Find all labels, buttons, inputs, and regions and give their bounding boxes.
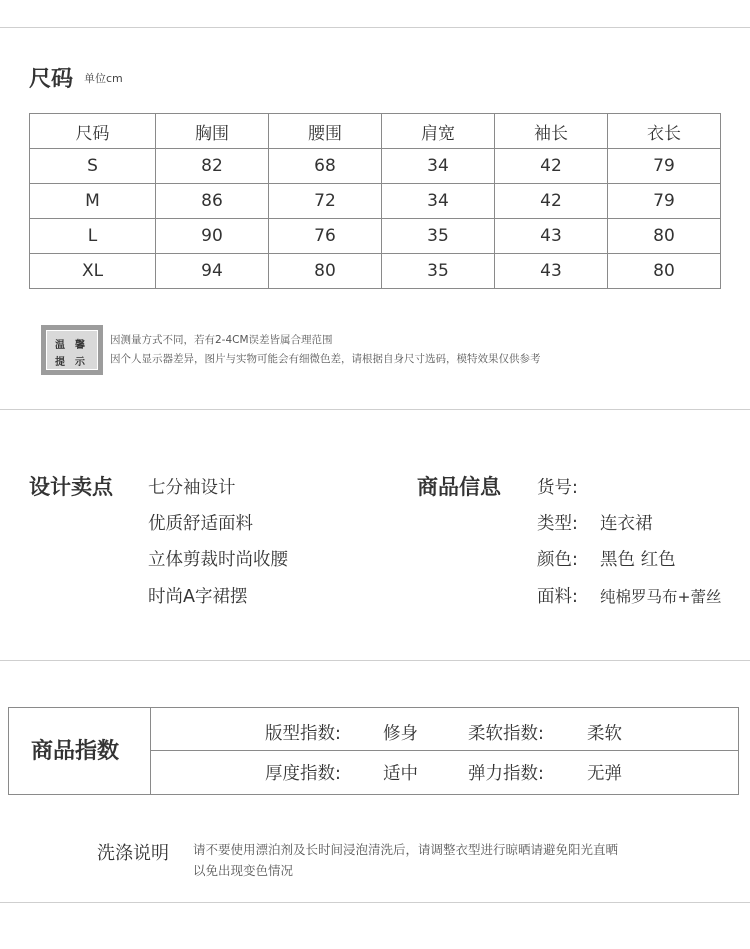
index-value-fit: 修身 <box>383 724 418 744</box>
table-cell: 79 <box>608 184 721 219</box>
table-cell: 80 <box>608 219 721 254</box>
info-value-fabric: 纯棉罗马布+蕾丝 <box>600 588 722 606</box>
design-section-title: 设计卖点 <box>29 475 113 499</box>
product-info-title: 商品信息 <box>417 475 501 499</box>
table-cell: 90 <box>156 219 269 254</box>
tip-char: 馨 <box>75 340 85 351</box>
table-cell: 94 <box>156 254 269 289</box>
header-cell: 腰围 <box>269 114 382 149</box>
feature-item: 立体剪裁时尚收腰 <box>148 550 288 570</box>
table-cell: 86 <box>156 184 269 219</box>
info-value-color: 黑色 红色 <box>600 550 676 570</box>
table-row <box>30 219 721 254</box>
index-label-elasticity: 弹力指数: <box>468 764 544 784</box>
index-label-thickness: 厚度指数: <box>265 764 341 784</box>
table-row <box>30 254 721 289</box>
warm-tip-badge-inner <box>46 330 98 370</box>
size-unit-label: 单位cm <box>84 72 123 85</box>
table-cell: 80 <box>608 254 721 289</box>
table-cell: 42 <box>495 149 608 184</box>
table-cell: M <box>30 184 156 219</box>
info-label-fabric: 面料: <box>537 587 578 607</box>
header-cell: 袖长 <box>495 114 608 149</box>
table-cell: 34 <box>382 184 495 219</box>
size-table-header-row <box>30 114 721 149</box>
table-cell: 82 <box>156 149 269 184</box>
table-cell: XL <box>30 254 156 289</box>
size-table <box>29 113 721 289</box>
table-cell: 43 <box>495 254 608 289</box>
index-label-softness: 柔软指数: <box>468 724 544 744</box>
tip-char: 提 <box>55 357 65 368</box>
header-cell: 衣长 <box>608 114 721 149</box>
index-label-fit: 版型指数: <box>265 724 341 744</box>
table-cell: 76 <box>269 219 382 254</box>
info-label-type: 类型: <box>537 514 578 534</box>
divider <box>0 409 750 410</box>
index-value-thickness: 适中 <box>383 764 418 784</box>
divider <box>0 660 750 661</box>
tip-line: 因测量方式不同，若有2-4CM误差皆属合理范围 <box>110 334 333 346</box>
tip-line: 因个人显示器差异，图片与实物可能会有细微色差，请根据自身尺寸选码，模特效果仅供参考 <box>110 353 541 365</box>
table-cell: L <box>30 219 156 254</box>
feature-item: 时尚A字裙摆 <box>148 587 248 607</box>
tip-char: 温 <box>55 340 65 351</box>
table-cell: 35 <box>382 219 495 254</box>
table-cell: 72 <box>269 184 382 219</box>
feature-item: 七分袖设计 <box>148 478 236 498</box>
wash-line: 请不要使用漂泊剂及长时间浸泡清洗后，请调整衣型进行晾晒请避免阳光直晒 <box>193 842 619 857</box>
index-value-softness: 柔软 <box>587 724 622 744</box>
table-cell: S <box>30 149 156 184</box>
index-value-elasticity: 无弹 <box>587 764 622 784</box>
table-row <box>30 184 721 219</box>
header-cell: 胸围 <box>156 114 269 149</box>
info-label-color: 颜色: <box>537 550 578 570</box>
table-cell: 35 <box>382 254 495 289</box>
table-row <box>30 149 721 184</box>
info-label-sku: 货号: <box>537 478 578 498</box>
feature-item: 优质舒适面料 <box>148 514 253 534</box>
wash-title: 洗涤说明 <box>97 843 169 864</box>
divider-bottom <box>0 902 750 903</box>
wash-line: 以免出现变色情况 <box>193 863 294 878</box>
header-cell: 尺码 <box>30 114 156 149</box>
info-value-type: 连衣裙 <box>600 514 653 534</box>
index-divider-vertical <box>150 708 151 794</box>
table-cell: 68 <box>269 149 382 184</box>
product-index-table <box>8 707 739 795</box>
size-section-title: 尺码 <box>29 67 74 92</box>
index-title: 商品指数 <box>31 739 120 764</box>
header-cell: 肩宽 <box>382 114 495 149</box>
divider-top <box>0 27 750 28</box>
warm-tip-badge <box>41 325 103 375</box>
table-cell: 79 <box>608 149 721 184</box>
index-divider-horizontal <box>151 750 738 751</box>
table-cell: 43 <box>495 219 608 254</box>
table-cell: 42 <box>495 184 608 219</box>
tip-char: 示 <box>75 357 85 368</box>
table-cell: 80 <box>269 254 382 289</box>
table-cell: 34 <box>382 149 495 184</box>
